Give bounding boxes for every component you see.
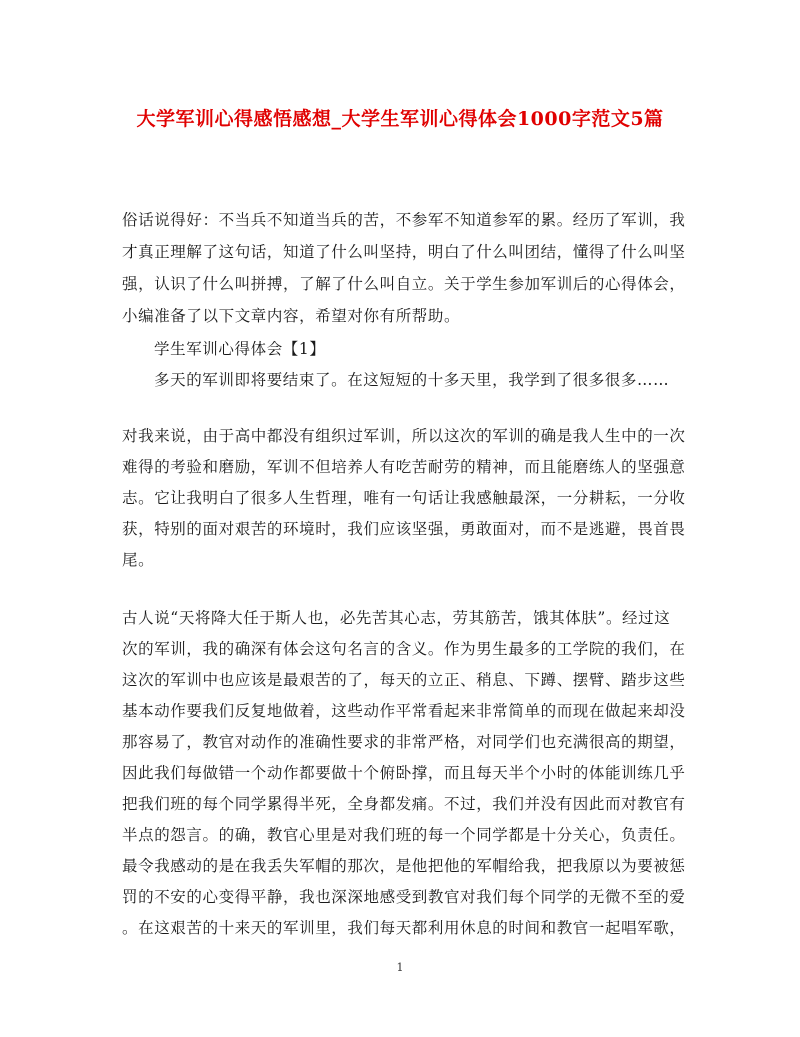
text-line: 对我来说，由于高中都没有组织过军训，所以这次的军训的确是我人生中的一次 bbox=[122, 427, 686, 445]
opening-line: 多天的军训即将要结束了。在这短短的十多天里，我学到了很多很多…… bbox=[154, 371, 670, 389]
text-line: 难得的考验和磨励，军训不但培养人有吃苦耐劳的精神，而且能磨练人的坚强意 bbox=[122, 458, 686, 476]
text-line: 那容易了，教官对动作的准确性要求的非常严格，对同学们也充满很高的期望， bbox=[122, 733, 686, 751]
text-line: 基本动作要我们反复地做着，这些动作平常看起来非常简单的而现在做起来却没 bbox=[122, 702, 686, 720]
text-line: 。在这艰苦的十来天的军训里，我们每天都利用休息的时间和教官一起唱军歌， bbox=[122, 919, 686, 937]
page-number: 1 bbox=[396, 961, 404, 974]
text-line: 半点的怨言。的确，教官心里是对我们班的每一个同学都是十分关心，负责任。 bbox=[122, 826, 686, 844]
text-line: 俗话说得好：不当兵不知道当兵的苦，不参军不知道参军的累。经历了军训，我 bbox=[122, 211, 686, 229]
text-line: 最令我感动的是在我丢失军帽的那次，是他把他的军帽给我，把我原以为要被惩 bbox=[122, 857, 686, 875]
text-line: 志。它让我明白了很多人生哲理，唯有一句话让我感触最深，一分耕耘，一分收 bbox=[122, 489, 686, 507]
text-line: 强，认识了什么叫拼搏，了解了什么叫自立。关于学生参加军训后的心得体会， bbox=[122, 275, 686, 293]
text-line: 把我们班的每个同学累得半死，全身都发痛。不过，我们并没有因此而对教官有 bbox=[122, 795, 686, 813]
text-line: 古人说“天将降大任于斯人也，必先苦其心志，劳其筋苦，饿其体肤”。经过这 bbox=[122, 609, 671, 627]
text-line: 获，特别的面对艰苦的环境时，我们应该坚强，勇敢面对，而不是逃避，畏首畏 bbox=[122, 520, 686, 538]
text-line: 这次的军训中也应该是最艰苦的了，每天的立正、稍息、下蹲、摆臂、踏步这些 bbox=[122, 671, 686, 689]
text-line: 次的军训，我的确深有体会这句名言的含义。作为男生最多的工学院的我们，在 bbox=[122, 640, 686, 658]
section-heading: 学生军训心得体会【1】 bbox=[154, 340, 326, 358]
text-line: 因此我们每做错一个动作都要做十个俯卧撑，而且每天半个小时的体能训练几乎 bbox=[122, 764, 686, 782]
document-title: 大学军训心得感悟感想_大学生军训心得体会1000字范文5篇 bbox=[136, 108, 664, 130]
text-line: 才真正理解了这句话，知道了什么叫坚持，明白了什么叫团结，懂得了什么叫坚 bbox=[122, 243, 686, 261]
text-line: 尾。 bbox=[122, 551, 155, 569]
text-line: 罚的不安的心变得平静，我也深深地感受到教官对我们每个同学的无微不至的爱 bbox=[122, 888, 686, 906]
text-line: 小编准备了以下文章内容，希望对你有所帮助。 bbox=[122, 307, 461, 325]
